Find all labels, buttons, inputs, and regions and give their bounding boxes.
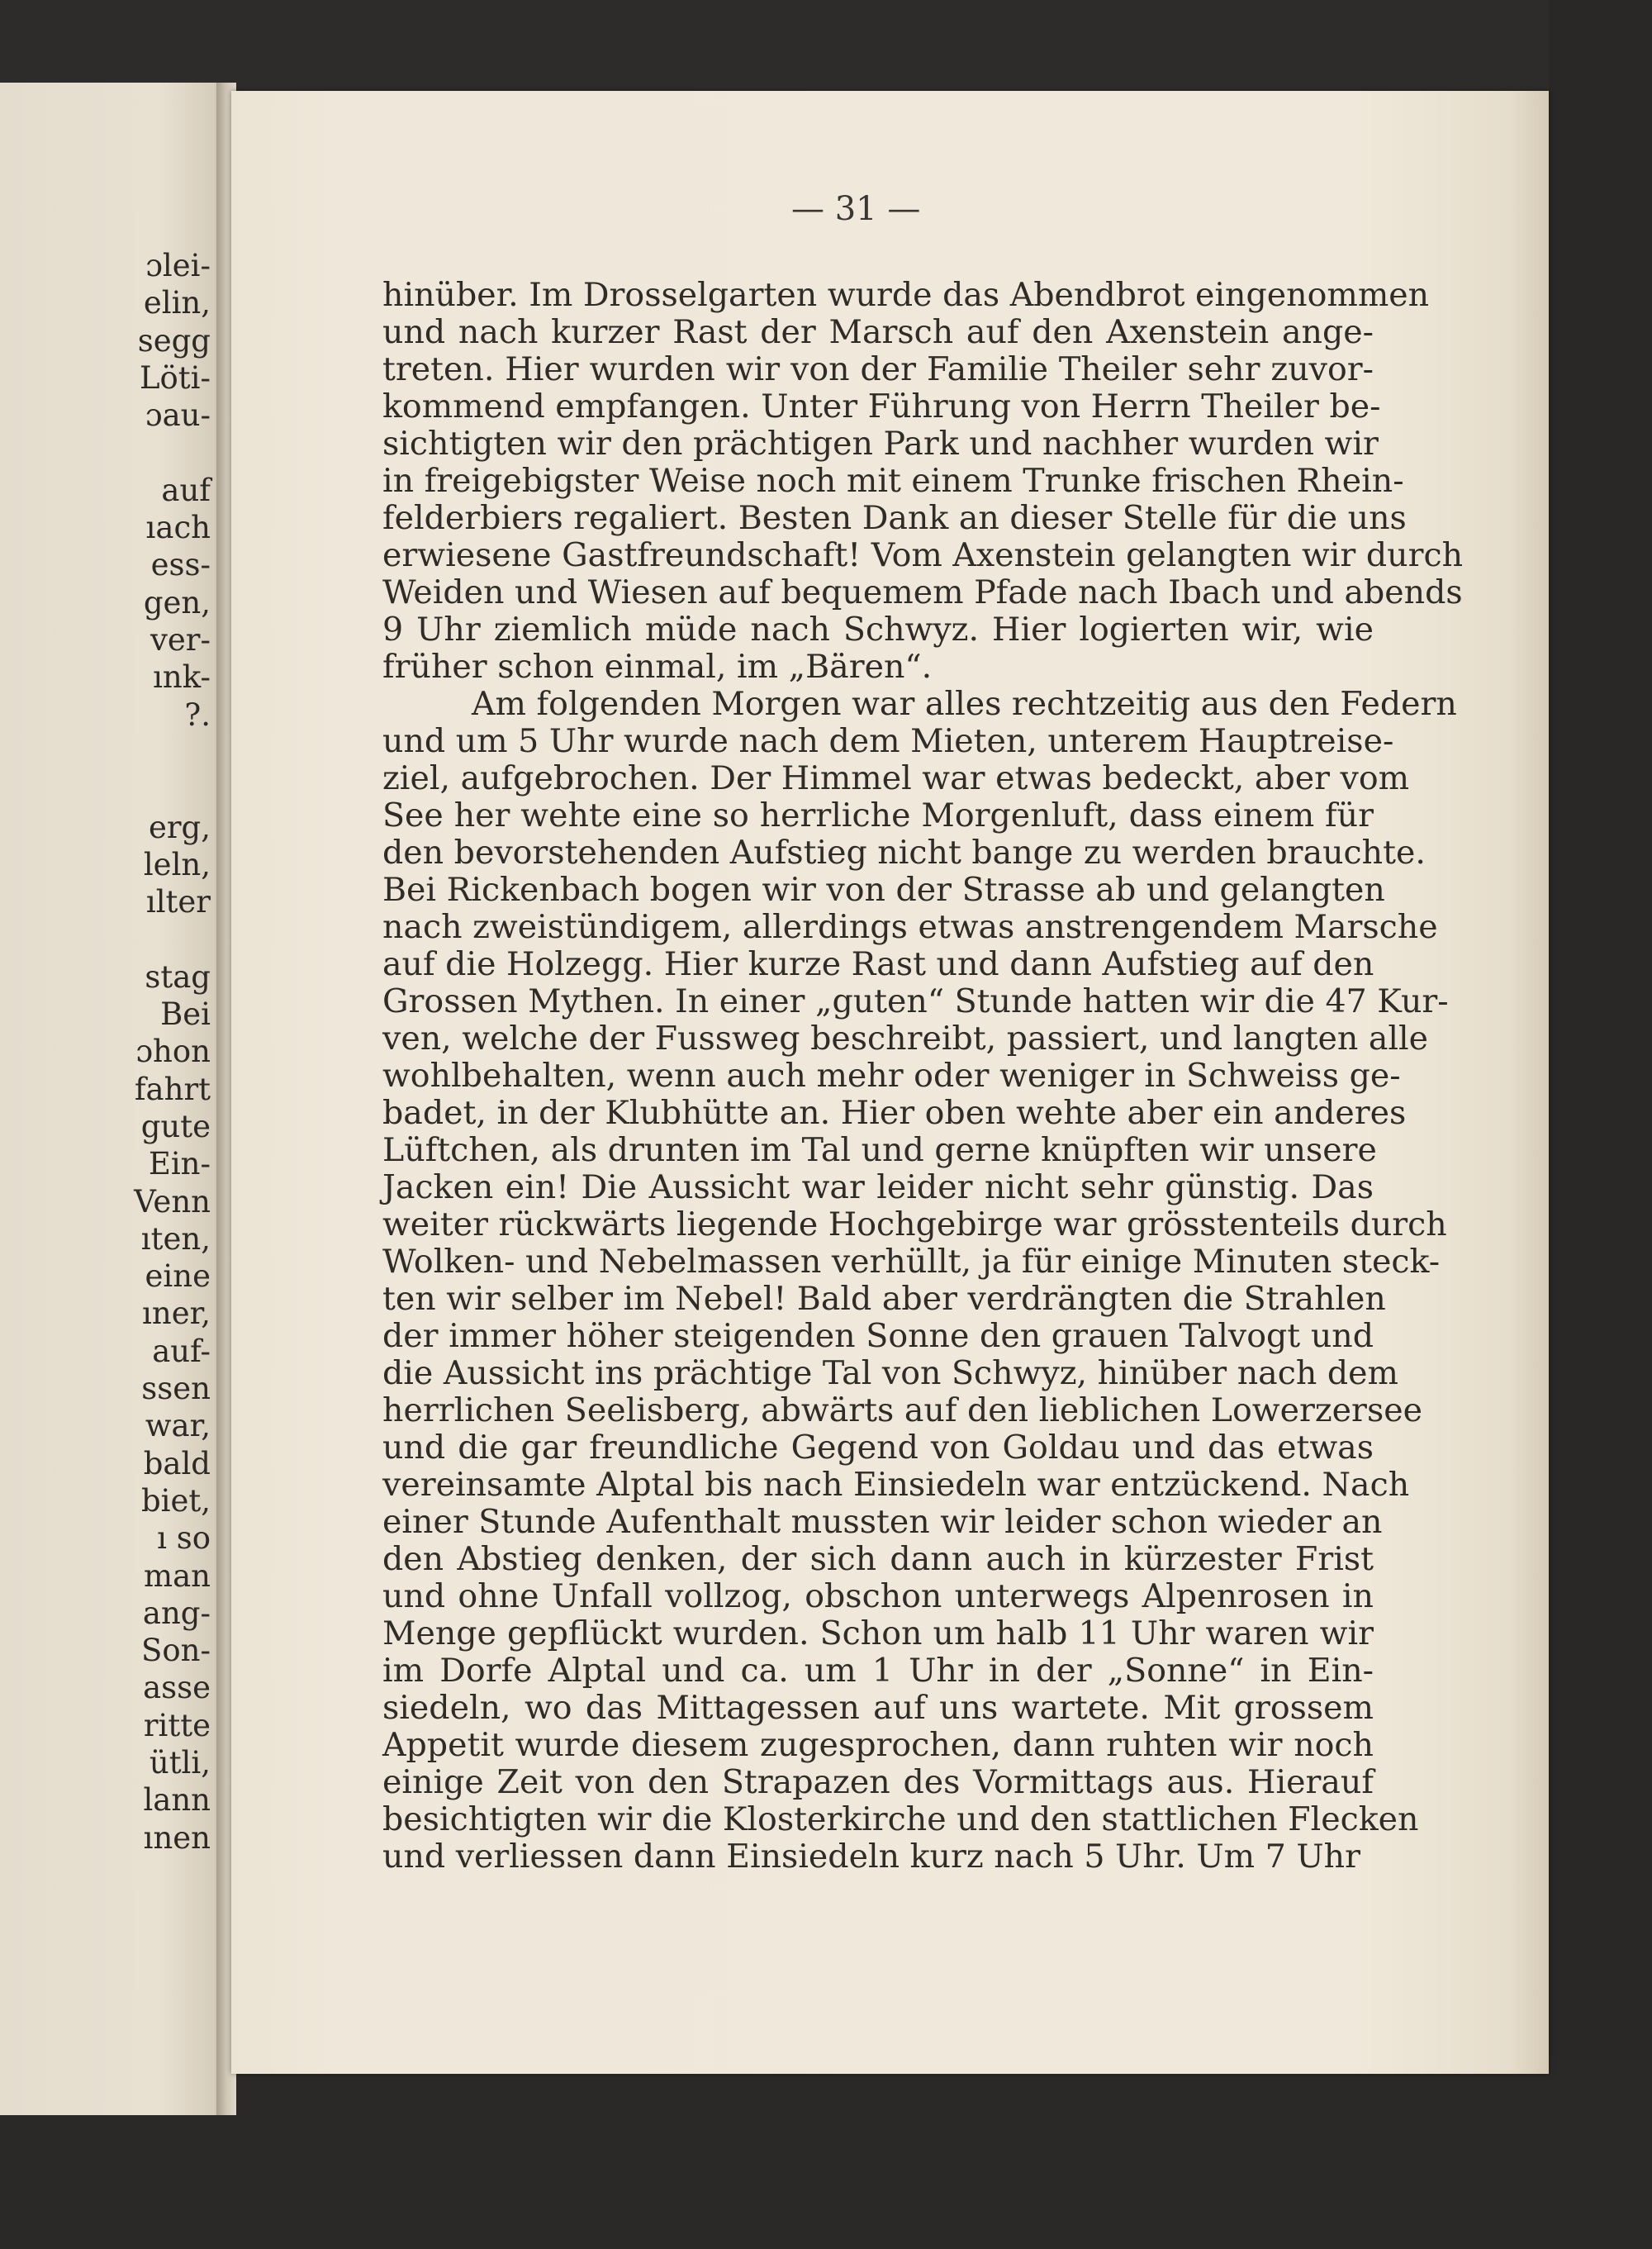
text-line: Menge gepflückt wurden. Schon um halb 11 Uhr waren wir	[382, 1614, 1374, 1652]
facing-page-line: elin,	[143, 285, 211, 321]
facing-page-line: Bei	[160, 996, 211, 1032]
scanner-background-top	[0, 0, 1652, 91]
text-line: Grossen Mythen. In einer „guten“ Stunde hatten wir die 47 Kur-	[382, 982, 1449, 1020]
facing-page-line: man	[144, 1557, 211, 1594]
facing-page-line: ı so	[157, 1520, 211, 1557]
scanner-background-bottom	[0, 2057, 1652, 2249]
text-line: den Abstieg denken, der sich dann auch in kürzester Frist	[382, 1540, 1374, 1578]
paragraph	[382, 276, 1464, 686]
facing-page-line: ɔlei-	[145, 248, 211, 283]
text-line: felderbiers regaliert. Besten Dank an dieser Stelle für die uns	[382, 499, 1407, 537]
text-line: hinüber. Im Drosselgarten wurde das Abendbrot eingenommen	[382, 276, 1430, 314]
text-line: wohlbehalten, wenn auch mehr oder weniger in Schweiss ge-	[382, 1057, 1401, 1095]
paragraph	[382, 685, 1457, 1876]
text-line: herrlichen Seelisberg, abwärts auf den lieblichen Lowerzersee	[382, 1391, 1422, 1429]
text-line: Bei Rickenbach bogen wir von der Strasse ab und gelangten	[382, 871, 1385, 909]
text-line: und ohne Unfall vollzog, obschon unterwegs Alpenrosen in	[382, 1577, 1374, 1615]
text-line: Am folgenden Morgen war alles rechtzeitig aus den Federn	[472, 685, 1457, 723]
facing-page-line: auf	[161, 472, 211, 508]
text-line: in freigebigster Weise noch mit einem Trunke frischen Rhein-	[382, 462, 1404, 500]
text-line: Wolken- und Nebelmassen verhüllt, ja für einige Minuten steck-	[382, 1243, 1441, 1281]
text-line: einer Stunde Aufenthalt mussten wir leider schon wieder an	[382, 1503, 1383, 1541]
facing-page-line: biet,	[140, 1482, 211, 1519]
facing-page-line: asse	[143, 1670, 211, 1706]
facing-page-line: ılter	[145, 884, 211, 920]
text-line: nach zweistündigem, allerdings etwas anstrengendem Marsche	[382, 908, 1438, 946]
facing-page-line: fahrt	[134, 1071, 211, 1107]
facing-page-line: ?.	[184, 697, 211, 733]
facing-page-line: auf-	[152, 1333, 211, 1369]
text-line: vereinsamte Alptal bis nach Einsiedeln war entzückend. Nach	[382, 1466, 1410, 1504]
facing-page-line: ütli,	[149, 1745, 211, 1781]
text-line: Weiden und Wiesen auf bequemem Pfade nach Ibach und abends	[382, 573, 1463, 611]
text-line: badet, in der Klubhütte an. Hier oben wehte aber ein anderes	[382, 1094, 1407, 1132]
text-line: Jacken ein! Die Aussicht war leider nicht sehr günstig. Das	[382, 1168, 1374, 1206]
facing-page-line: lann	[143, 1782, 211, 1819]
facing-page-line: gute	[140, 1108, 211, 1144]
text-line: und die gar freundliche Gegend von Goldau und das etwas	[382, 1429, 1374, 1467]
text-line: den bevorstehenden Aufstieg nicht bange zu werden brauchte.	[382, 834, 1426, 872]
facing-page-line: ɔhon	[135, 1034, 211, 1070]
facing-page-line: war,	[145, 1408, 211, 1444]
text-line: Lüftchen, als drunten im Tal und gerne knüpften wir unsere	[382, 1131, 1377, 1169]
text-line: der immer höher steigenden Sonne den grauen Talvogt und	[382, 1317, 1374, 1355]
text-line: einige Zeit von den Strapazen des Vormittags aus. Hierauf	[382, 1763, 1374, 1801]
text-line: und um 5 Uhr wurde nach dem Mieten, unterem Hauptreise-	[382, 722, 1394, 760]
text-line: die Aussicht ins prächtige Tal von Schwyz, hinüber nach dem	[382, 1354, 1398, 1392]
facing-page-line: leln,	[143, 846, 211, 882]
facing-page-line: segg	[137, 322, 211, 359]
facing-page-line: Son-	[141, 1633, 211, 1669]
facing-page-line: ang-	[142, 1595, 211, 1631]
facing-page-line: eine	[145, 1258, 211, 1295]
facing-page-line: ver-	[150, 622, 211, 658]
scanner-background-right	[1549, 0, 1652, 2249]
text-line: und verliessen dann Einsiedeln kurz nach 5 Uhr. Um 7 Uhr	[382, 1838, 1360, 1876]
text-line: kommend empfangen. Unter Führung von Herrn Theiler be-	[382, 388, 1381, 426]
facing-page-left	[0, 83, 227, 2115]
facing-page-line: ɔau-	[145, 397, 211, 434]
text-line: See her wehte eine so herrliche Morgenluft, dass einem für	[382, 796, 1374, 834]
page-body-text	[382, 276, 1464, 1876]
facing-page-line: ritte	[143, 1707, 211, 1743]
facing-page-line: erg,	[148, 809, 211, 845]
facing-page-line: Ein-	[148, 1146, 211, 1182]
text-line: weiter rückwärts liegende Hochgebirge war grösstenteils durch	[382, 1205, 1447, 1243]
facing-page-line: ssen	[141, 1371, 211, 1406]
text-line: erwiesene Gastfreundschaft! Vom Axenstein gelangten wir durch	[382, 536, 1464, 574]
page-number: — 31 —	[791, 190, 921, 228]
text-line: ven, welche der Fussweg beschreibt, passiert, und langten alle	[382, 1020, 1429, 1058]
facing-page-line: bald	[143, 1445, 211, 1481]
text-line: treten. Hier wurden wir von der Familie Theiler sehr zuvor-	[382, 350, 1374, 388]
text-line: besichtigten wir die Klosterkirche und den stattlichen Flecken	[382, 1800, 1419, 1838]
text-line: Appetit wurde diesem zugesprochen, dann ruhten wir noch	[382, 1726, 1374, 1764]
facing-page-line: ıten,	[140, 1220, 211, 1257]
facing-page-line: ıach	[145, 510, 211, 546]
text-line: früher schon einmal, im „Bären“.	[382, 648, 933, 686]
text-line: sichtigten wir den prächtigen Park und nachher wurden wir	[382, 425, 1379, 463]
facing-page-line: ınen	[143, 1819, 211, 1856]
facing-page-line: ess-	[150, 547, 211, 583]
facing-page-line: ınk-	[153, 659, 211, 696]
facing-page-line: gen,	[143, 584, 211, 620]
facing-page-line: Venn	[134, 1183, 211, 1220]
facing-page-line: stag	[145, 958, 211, 995]
text-line: ten wir selber im Nebel! Bald aber verdrängten die Strahlen	[382, 1280, 1386, 1318]
text-line: siedeln, wo das Mittagessen auf uns wartete. Mit grossem	[382, 1689, 1374, 1727]
facing-page-line: ıner,	[142, 1296, 211, 1332]
text-line: im Dorfe Alptal und ca. um 1 Uhr in der „Sonne“ in Ein-	[382, 1652, 1374, 1690]
text-line: ziel, aufgebrochen. Der Himmel war etwas bedeckt, aber vom	[382, 759, 1410, 797]
facing-page-line: Löti-	[139, 359, 211, 396]
text-line: auf die Holzegg. Hier kurze Rast und dann Aufstieg auf den	[382, 945, 1374, 983]
text-line: 9 Uhr ziemlich müde nach Schwyz. Hier logierten wir, wie	[382, 611, 1374, 649]
text-line: und nach kurzer Rast der Marsch auf den Axenstein ange-	[382, 313, 1374, 351]
